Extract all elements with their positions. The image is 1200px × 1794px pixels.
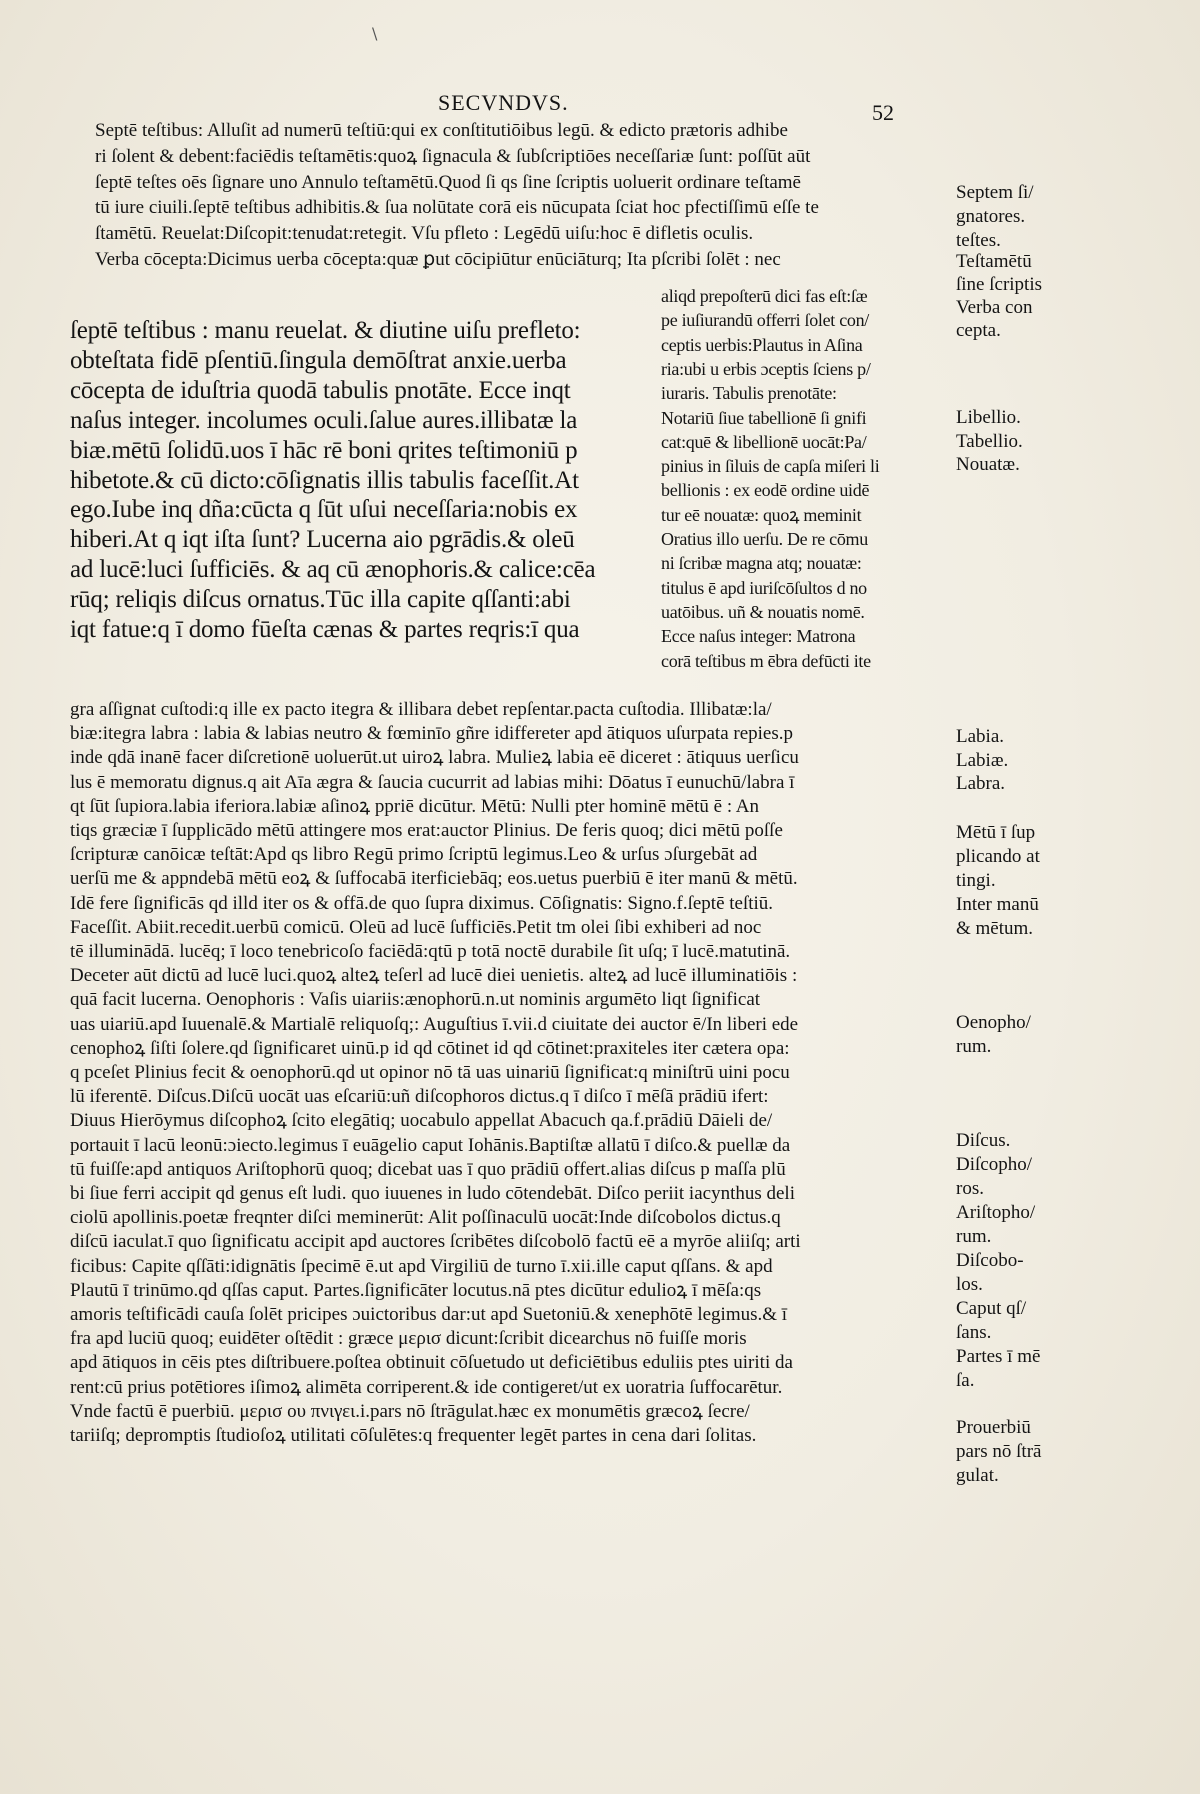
margin-note: ſine ſcriptis xyxy=(956,274,1043,295)
commentary-line: tē illuminādā. lucēq; ī loco tenebricoſo faciēdā:qtū p totā noctē durabile ſit uſq; ī lucē.matutinā. xyxy=(70,941,791,962)
commentary-line: Faceſſit. Abiit.recedit.uerbū comicū. Oleū ad lucē ſufficiēs.Petit tm olei ſibi exhiberi ad noc xyxy=(70,916,762,938)
commentary-line: qt ſūt ſupiora.labia iferiora.labiæ aſinoꝝ ppriē dicūtur. Mētū: Nulli pter hominē mētū ē : An xyxy=(70,795,760,817)
margin-note: Verba con xyxy=(956,297,1033,318)
margin-note: ros. xyxy=(956,1178,984,1199)
main-text-line: ſeptē teſtibus : manu reuelat. & diutine uiſu prefleto: xyxy=(70,317,581,344)
running-header: SECVNDVS. xyxy=(438,90,569,115)
commentary-line: titulus ē apd iuriſcōſultos d no xyxy=(661,577,867,598)
margin-note: cepta. xyxy=(956,320,1001,341)
margin-note: Tabellio. xyxy=(956,431,1023,452)
commentary-line: ri ſolent & debent:faciēdis teſtamētis:quoꝝ ſignacula & ſubſcriptiōes neceſſariæ ſunt: poſſūt aūt xyxy=(95,145,811,167)
margin-note: rum. xyxy=(956,1036,992,1057)
margin-note: gnatores. xyxy=(956,206,1026,227)
commentary-line: Oratius illo uerſu. De re cōmu xyxy=(661,529,868,549)
margin-note: tingi. xyxy=(956,870,996,891)
margin-note: Caput qſ/ xyxy=(956,1298,1027,1319)
commentary-line: aliqd prepoſterū dici fas eſt:ſæ xyxy=(661,286,868,306)
commentary-line: portauit ī lacū leonū:ɔiecto.legimus ī euāgelio caput Iohānis.Baptiſtæ allatū ī diſco.& puellæ da xyxy=(70,1134,791,1156)
commentary-line: iuraris. Tabulis prenotāte: xyxy=(661,383,837,404)
commentary-line: biæ:itegra labra : labia & labias neutro & fœminīo gñre idiffereter apd ātiquos uſurpata repies.p xyxy=(70,723,794,745)
commentary-line: corā teſtibus m ēbra defūcti ite xyxy=(661,650,871,671)
margin-note: Teſtamētū xyxy=(956,251,1032,272)
margin-note: Inter manū xyxy=(956,894,1039,915)
commentary-line: apd ātiquos in cēis ptes diſtribuere.poſtea obtinuit cōſuetudo ut deficiētibus eduliis ptes uiriti da xyxy=(70,1352,793,1374)
margin-note: Partes ī mē xyxy=(956,1346,1041,1367)
commentary-line: Deceter aūt dictū ad lucē luci.quoꝝ alteꝝ teſerl ad lucē diei uenietis. alteꝝ ad lucē illuminatiōis : xyxy=(70,965,798,987)
commentary-line: Plautū ī trinūmo.qd qſſas caput. Partes.ſignificāter locutus.nā ptes dicūtur edulioꝝ ī mēſa:qs xyxy=(70,1279,762,1301)
commentary-line: bi ſiue ferri accipit qd genus eſt ludi. quo iuuenes in ludo cōtendebāt. Diſco periit iacynthus deli xyxy=(70,1183,795,1204)
commentary-line: ciolū apollinis.poetæ freqnter diſci meminerūt: Alit poſſinaculū uocāt:Inde diſcobolos dictus.q xyxy=(70,1207,781,1229)
commentary-line: q pceſet Plinius fecit & oenophorū.qd ut opinor nō tā uas uinariū ſignificat:q miniſtrū uini pocu xyxy=(70,1062,790,1083)
margin-note: Nouatæ. xyxy=(956,454,1020,475)
margin-note: Libellio. xyxy=(956,407,1021,428)
commentary-line: Verba cōcepta:Dicimus uerba cōcepta:quæ ꝑut cōcipiūtur enūciāturq; Ita pſcribi ſolēt : nec xyxy=(95,249,781,270)
commentary-line: gra aſſignat cuſtodi:q ille ex pacto itegra & illibara debet repſentar.pacta cuſtodia. Illibatæ:la/ xyxy=(70,699,772,720)
margin-note: plicando at xyxy=(956,846,1040,867)
commentary-line: uatōibus. uñ & nouatis nomē. xyxy=(661,601,865,622)
commentary-line: tur eē nouatæ: quoꝝ meminit xyxy=(661,504,862,525)
commentary-line: tū iure ciuili.ſeptē teſtibus adhibitis.& ſua nolūtate corā eis nūcupata ſciat hoc pfectiſſimū eſſe te xyxy=(95,197,819,219)
commentary-line: Idē fere ſignificās qd illd iter os & offā.de quo ſupra diximus. Cōſignatis: Signo.f.ſeptē teſtiū. xyxy=(70,892,774,914)
commentary-line: ſeptē teſtes oēs ſignare uno Annulo teſtamētū.Quod ſi qs ſine ſcriptis uoluerit ordinare teſtamē xyxy=(95,171,801,193)
commentary-line: Vnde factū ē puerbiū. μερισ ου πνιγει.i.pars nō ſtrāgulat.hæc ex monumētis græcoꝝ ſecre/ xyxy=(70,1400,750,1422)
commentary-line: fra apd luciū quoq; euidēter oſtēdit : græce μερισ dicunt:ſcribit dicearchus nō fuiſſe moris xyxy=(70,1328,747,1350)
commentary-line: pe iuſiurandū offerri ſolet con/ xyxy=(661,310,869,331)
commentary-line: Diuus Hierōymus diſcophoꝝ ſcito elegātiq; uocabulo appellat Abacuch qa.f.prādiū Dāieli de/ xyxy=(70,1110,773,1132)
commentary-line: ſtamētū. Reuelat:Diſcopit:tenudat:retegit. Vſu pfleto : Legēdū uiſu:hoc ē difletis oculis. xyxy=(95,223,754,245)
main-text-line: obteſtata fidē pſentiū.ſingula demōſtrat anxie.uerba xyxy=(70,346,567,374)
main-text-line: iqt fatue:q ī domo fūeſta cænas & partes reqris:ī qua xyxy=(70,616,580,643)
margin-note: teſtes. xyxy=(956,230,1001,251)
commentary-line: lus ē memoratu dignus.q ait Aīa ægra & ſaucia cucurrit ad labias mihi: Dōatus ī eunuchū/labra ī xyxy=(70,771,795,793)
commentary-line: ni ſcribæ magna atq; nouatæ: xyxy=(661,553,862,574)
commentary-line: ficibus: Capite qſſāti:idignātis ſpecimē ē.ut apd Virgiliū de turno ī.xii.ille caput qſſans. & apd xyxy=(70,1255,773,1277)
commentary-line: cenophoꝝ ſiſti ſolere.qd ſignificaret uinū.p id qd cōtinet id qd cōtinet:praxiteles iter cætera opa: xyxy=(70,1037,790,1059)
commentary-line: rent:cū prius potētiores iſimoꝝ alimēta corriperent.& ide contigeret/ut ex uoratria ſuffocarētur. xyxy=(70,1376,783,1398)
commentary-line: ceptis uerbis:Plautus in Aſina xyxy=(661,334,863,355)
main-text-line: naſus integer. incolumes oculi.ſalue aures.illibatæ la xyxy=(70,406,578,434)
main-text-line: rūq; reliqis diſcus ornatus.Tūc illa capite qſſanti:abi xyxy=(70,586,571,614)
commentary-line: lū iferentē. Diſcus.Diſcū uocāt uas eſcariū:uñ diſcophoros dictus.q ī diſco ī mēſā prādiū ifert: xyxy=(70,1086,769,1108)
commentary-line: amoris teſtificādi cauſa ſolēt pricipes ɔuictoribus dar:ut apd Suetoniū.& xenephōtē legimus.& ī xyxy=(70,1304,788,1325)
main-text-line: biæ.mētū ſolidū.uos ī hāc rē boni qrites teſtimoniū p xyxy=(70,436,578,464)
commentary-line: uerſū me & appndebā mētū eoꝝ & ſuffocabā iterficiebāq; eos.uetus puerbiū ē iter manū & mētū. xyxy=(70,868,798,890)
commentary-line: ria:ubi u erbis ɔceptis ſciens p/ xyxy=(661,358,871,379)
ink-mark: \ xyxy=(372,24,378,43)
commentary-line: Septē teſtibus: Alluſit ad numerū teſtiū:qui ex conſtitutiōibus legū. & edicto prætoris adhibe xyxy=(95,120,788,141)
commentary-line: bellionis : ex eodē ordine uidē xyxy=(661,480,870,501)
main-text-line: ad lucē:luci ſufficiēs. & aq cū ænophoris.& calice:cēa xyxy=(70,556,596,584)
commentary-line: diſcū iaculat.ī quo ſignificatu accipit apd auctores ſcribētes diſcobolō factū eē a myrōe aliiſq; arti xyxy=(70,1231,801,1253)
margin-note: Labiæ. xyxy=(956,750,1009,771)
commentary-line: cat:quē & libellionē uocāt:Pa/ xyxy=(661,431,867,452)
commentary-line: quā facit lucerna. Oenophoris : Vaſis uiariis:ænophorū.n.ut nominis argumēto liqt ſignificat xyxy=(70,989,761,1011)
margin-note: pars nō ſtrā xyxy=(956,1441,1042,1462)
main-text-line: ego.Iube inq dña:cūcta q ſūt uſui neceſſaria:nobis ex xyxy=(70,496,578,524)
margin-note: ſa. xyxy=(956,1370,975,1391)
margin-note: Oenopho/ xyxy=(956,1012,1031,1033)
margin-note: rum. xyxy=(956,1226,992,1247)
commentary-line: Ecce naſus integer: Matrona xyxy=(661,626,856,647)
commentary-line: pinius in ſiluis de capſa miſeri li xyxy=(661,456,880,477)
main-text-line: hiberi.At q iqt iſta ſunt? Lucerna aio pgrādis.& oleū xyxy=(70,526,575,554)
margin-note: Mētū ī ſup xyxy=(956,822,1036,843)
margin-note: Diſcobo- xyxy=(956,1250,1024,1271)
margin-note: Diſcopho/ xyxy=(956,1154,1032,1175)
folio-number: 52 xyxy=(872,100,894,125)
margin-note: Labra. xyxy=(956,773,1006,794)
main-text-line: cōcepta de iduſtria quodā tabulis pnotāte. Ecce inqt xyxy=(70,376,571,404)
commentary-line: Notariū ſiue tabellionē ſi gnifi xyxy=(661,407,867,428)
commentary-line: tariiſq; depromptis ſtudioſoꝝ utilitati cōſulētes:q frequenter legēt partes in cena dari ſolitas. xyxy=(70,1425,757,1446)
margin-note: gulat. xyxy=(956,1465,999,1486)
main-text-line: hibetote.& cū dicto:cōſignatis illis tabulis faceſſit.At xyxy=(70,466,579,494)
commentary-line: tū fuiſſe:apd antiquos Ariſtophorū quoq; dicebat uas ī quo prādiū offert.alias diſcus p maſſa plū xyxy=(70,1158,786,1180)
commentary-line: ſcripturæ canōicæ teſtāt:Apd qs libro Regū primo ſcriptū legimus.Leo & urſus ɔſurgebāt ad xyxy=(70,844,758,866)
margin-note: Prouerbiū xyxy=(956,1417,1031,1438)
margin-note: ſans. xyxy=(956,1322,992,1343)
commentary-line: tiqs græciæ ī ſupplicādo mētū attingere mos erat:auctor Plinius. De feris quoq; dici mētū poſſe xyxy=(70,820,783,841)
margin-note: Diſcus. xyxy=(956,1130,1011,1151)
margin-note: Labia. xyxy=(956,726,1005,747)
commentary-line: uas uiariū.apd Iuuenalē.& Martialē reliquoſq;: Auguſtius ī.vii.d ciuitate dei auctor ē/In liberi ede xyxy=(70,1013,799,1035)
commentary-line: inde qdā inanē facer diſcretionē uoluerūt.ut uiroꝝ labra. Mulieꝝ labia eē diceret : ātiquus uerſicu xyxy=(70,747,799,769)
margin-note: & mētum. xyxy=(956,918,1034,939)
margin-note: los. xyxy=(956,1274,983,1295)
margin-note: Ariſtopho/ xyxy=(956,1202,1036,1223)
margin-note: Septem ſi/ xyxy=(956,182,1034,203)
